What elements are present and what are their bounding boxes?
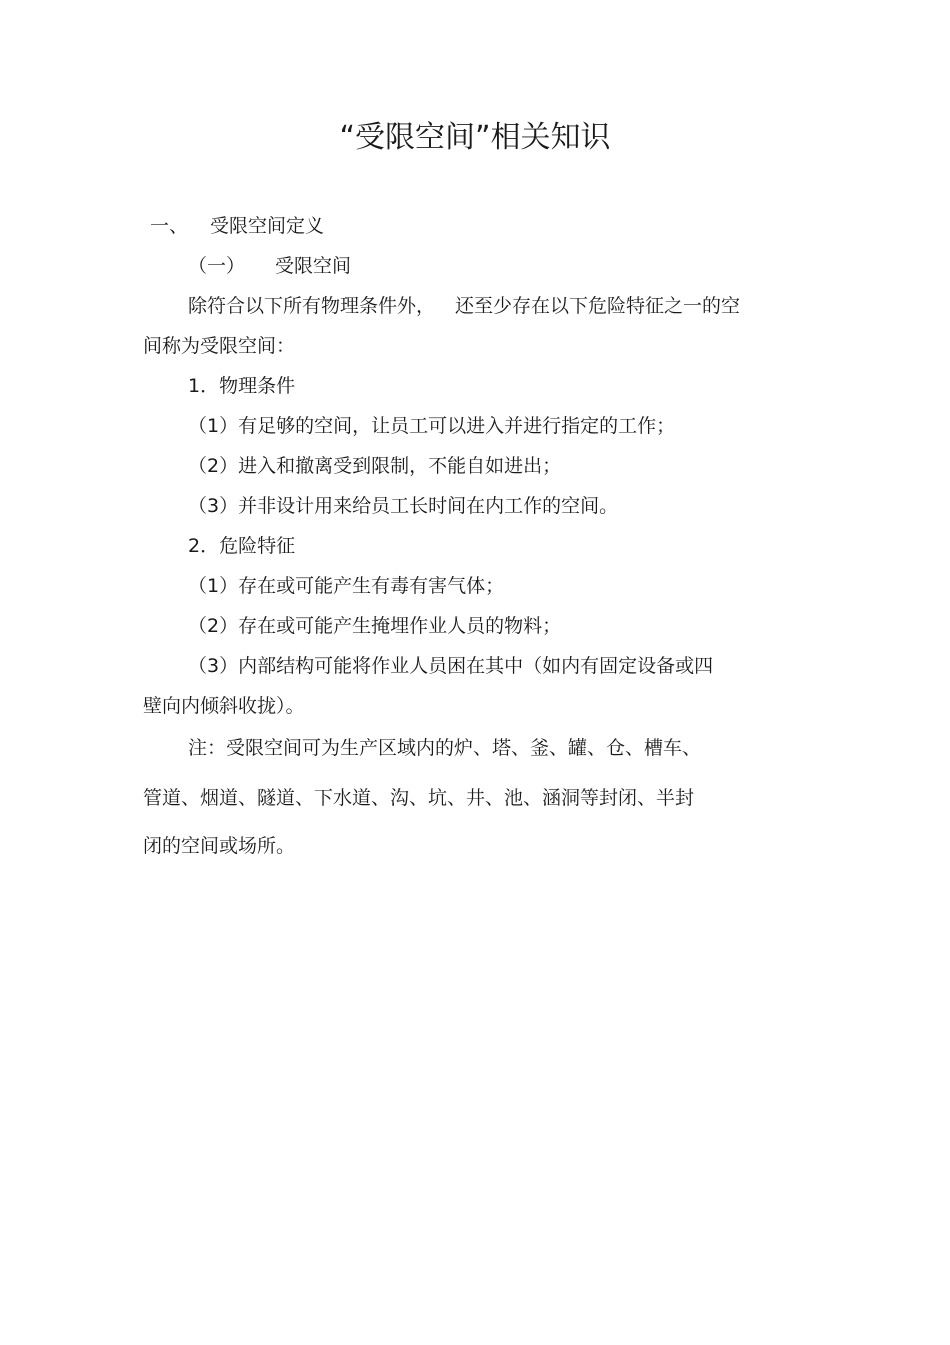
document-title: “受限空间”相关知识 [339,120,611,155]
intro-paragraph-line-2: 间称为受限空间： [143,335,296,357]
subsection-title: 受限空间 [275,255,352,277]
hazard-feature-item: （3）内部结构可能将作业人员困在其中（如内有固定设备或四 [188,655,714,677]
intro-part-2: 还至少存在以下危险特征之一的空 [455,295,741,317]
intro-part-1: 除符合以下所有物理条件外， [188,295,436,317]
physical-condition-item: （3）并非设计用来给员工长时间在内工作的空间。 [188,495,619,517]
physical-condition-item: （2）进入和撤离受到限制，不能自如进出； [188,455,562,477]
subsection-heading [188,253,351,279]
note-line-1: 注：受限空间可为生产区域内的炉、塔、釜、罐、仓、槽车、 [188,737,702,759]
physical-conditions-heading: 1．物理条件 [188,375,296,397]
note-line-3: 闭的空间或场所。 [143,835,296,857]
hazard-feature-item: （1）存在或可能产生有毒有害气体； [188,575,505,597]
intro-paragraph-line-1 [188,293,740,319]
hazard-features-heading: 2．危险特征 [188,535,296,557]
hazard-feature-item: （2）存在或可能产生掩埋作业人员的物料； [188,615,562,637]
section-title: 受限空间定义 [210,215,325,237]
section-number: 一、 [150,215,189,237]
physical-condition-item: （1）有足够的空间，让员工可以进入并进行指定的工作； [188,415,676,437]
section-heading [150,213,324,239]
hazard-feature-item-continuation: 壁向内倾斜收拢）。 [143,695,305,717]
note-line-2: 管道、烟道、隧道、下水道、沟、坑、井、池、涵洞等封闭、半封 [143,787,695,809]
subsection-number: （一） [188,255,246,277]
